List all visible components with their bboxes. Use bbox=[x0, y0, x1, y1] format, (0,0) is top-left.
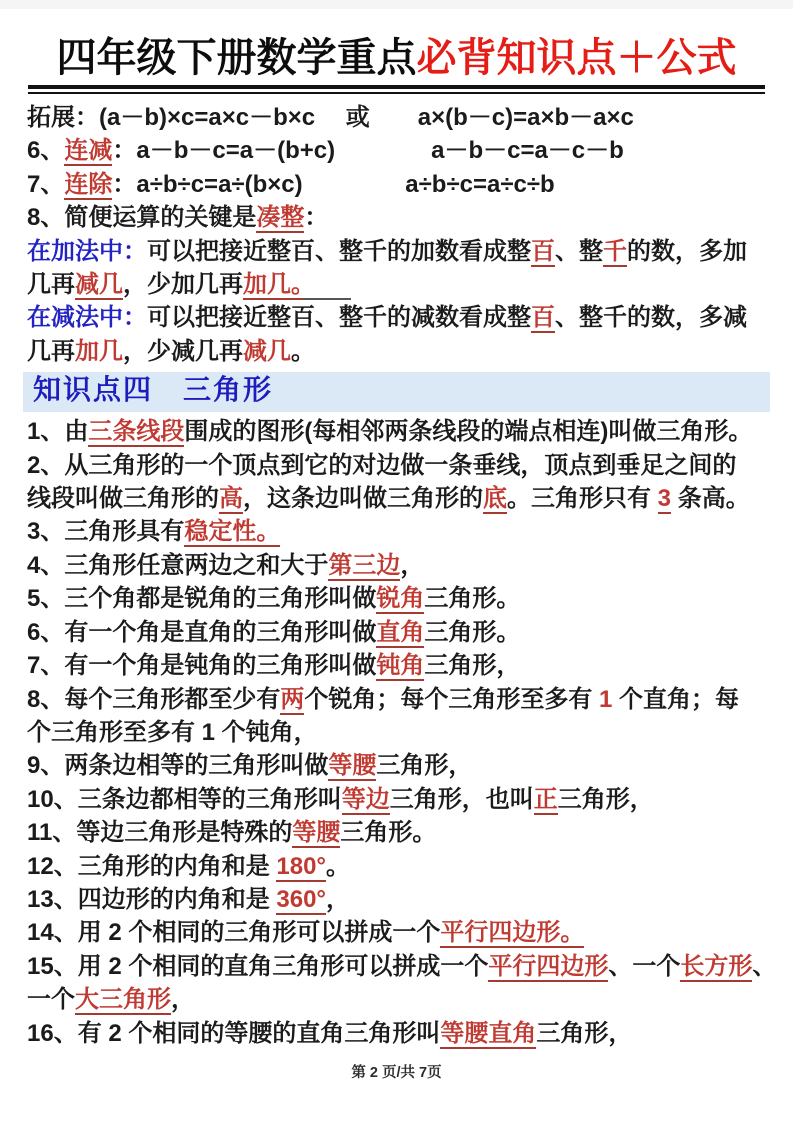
text-segment: ：a－b－c=a－(b+c) bbox=[112, 137, 336, 165]
highlight-red: 加几 bbox=[75, 337, 123, 365]
text-segment: 几再 bbox=[27, 271, 75, 299]
highlight-red: 底 bbox=[483, 485, 507, 513]
highlight-red: 直角 bbox=[376, 618, 425, 646]
text-segment: 三角形。 bbox=[340, 819, 437, 847]
text-segment: 6、 bbox=[27, 137, 65, 165]
title-black-part: 四年级下册数学重点 bbox=[56, 36, 417, 80]
text-segment: 三角形， bbox=[557, 785, 654, 813]
line-item-8-couzheng bbox=[27, 201, 766, 234]
highlight-red: 钝角 bbox=[376, 652, 425, 680]
text-segment: ，少加几再 bbox=[123, 271, 243, 299]
line-addition-rule-2 bbox=[27, 268, 766, 301]
highlight-red: 等边 bbox=[341, 785, 390, 813]
content-lines bbox=[27, 101, 777, 1050]
highlight-red: 180° bbox=[276, 852, 327, 880]
line-expansion-formula bbox=[27, 101, 766, 134]
text-segment: 三角形， bbox=[376, 752, 473, 780]
text-segment: a－b－c=a－c－b bbox=[431, 137, 624, 165]
text-segment: 。三角形只有 bbox=[507, 485, 658, 513]
line-triangle-13 bbox=[27, 883, 766, 916]
line-triangle-15b bbox=[27, 983, 766, 1016]
highlight-red: 加几。 bbox=[243, 271, 303, 299]
highlight-red: 凑整 bbox=[256, 204, 305, 232]
line-triangle-2a bbox=[27, 449, 766, 482]
highlight-red: 等腰直角 bbox=[440, 1019, 537, 1047]
highlight-red: 3 bbox=[657, 485, 672, 513]
text-segment: 拓展：(a－b)×c=a×c－b×c 或 a×(b－c)=a×b－a×c bbox=[27, 104, 634, 131]
highlight-red: 百 bbox=[531, 237, 555, 265]
text-segment: 可以把接近整百、整千的减数看成整 bbox=[147, 304, 531, 332]
highlight-red: 第三边 bbox=[328, 551, 401, 579]
line-triangle-5 bbox=[27, 582, 766, 615]
fill-in-underline bbox=[303, 271, 351, 300]
line-triangle-6 bbox=[27, 616, 766, 649]
line-triangle-15a bbox=[27, 950, 777, 983]
highlight-red: 连除 bbox=[64, 170, 113, 198]
line-triangle-11 bbox=[27, 816, 766, 849]
text-segment: 1、由 bbox=[27, 418, 89, 446]
highlight-red: 千 bbox=[603, 237, 627, 265]
text-segment: 10、三条边都相等的三角形叫 bbox=[27, 785, 342, 813]
text-segment: ：a÷b÷c=a÷(b×c) bbox=[112, 170, 303, 198]
section-header-text: 知识点四 三角形 bbox=[33, 374, 274, 406]
line-triangle-7 bbox=[27, 649, 766, 682]
text-segment: 、整千的数，多减 bbox=[555, 304, 747, 332]
text-segment: 个三角形至多有 1 个钝角， bbox=[27, 718, 318, 746]
text-segment: 。 bbox=[326, 852, 351, 880]
highlight-red: 百 bbox=[531, 304, 555, 332]
line-triangle-8b bbox=[27, 716, 766, 749]
line-triangle-1 bbox=[27, 415, 766, 448]
text-segment: ， bbox=[326, 885, 351, 913]
text-segment: 围成的图形(每相邻两条线段的端点相连)叫做三角形。 bbox=[184, 418, 753, 446]
text-segment: 3、三角形具有 bbox=[27, 518, 185, 546]
highlight-red: 减几 bbox=[75, 271, 123, 299]
highlight-red: 平行四边形 bbox=[488, 952, 609, 980]
highlight-red: 锐角 bbox=[376, 585, 425, 613]
text-segment: 三角形， bbox=[424, 652, 521, 680]
text-segment: 4、三角形任意两边之和大于 bbox=[27, 551, 329, 579]
highlight-red: 稳定性。 bbox=[184, 518, 281, 546]
title-double-rule bbox=[28, 85, 765, 94]
text-segment: ： bbox=[304, 204, 329, 232]
line-triangle-9 bbox=[27, 749, 766, 782]
text-segment: 。 bbox=[291, 337, 315, 365]
line-item-7-lianchu bbox=[27, 168, 766, 201]
text-segment: 的数，多加 bbox=[627, 237, 747, 265]
text-segment bbox=[303, 171, 406, 198]
line-triangle-12 bbox=[27, 850, 766, 883]
line-triangle-3 bbox=[27, 515, 766, 548]
line-triangle-4 bbox=[27, 549, 766, 582]
text-segment: 几再 bbox=[27, 337, 75, 365]
text-segment: 13、四边形的内角和是 bbox=[27, 885, 277, 913]
line-triangle-2b bbox=[27, 482, 766, 515]
text-segment: 个锐角；每个三角形至多有 bbox=[304, 685, 600, 713]
text-segment: 5、三个角都是锐角的三角形叫做 bbox=[27, 585, 377, 613]
highlight-red: 减几 bbox=[243, 337, 291, 365]
text-segment: 8、每个三角形都至少有 bbox=[27, 685, 281, 713]
line-addition-rule-1 bbox=[27, 235, 766, 268]
text-segment: 线段叫做三角形的 bbox=[27, 485, 219, 513]
text-segment: 三角形。 bbox=[424, 618, 521, 646]
text-segment: 、一个 bbox=[608, 952, 681, 980]
line-triangle-8a bbox=[27, 683, 766, 716]
line-item-6-lianjian bbox=[27, 134, 766, 167]
line-triangle-10 bbox=[27, 783, 766, 816]
text-segment: ，少减几再 bbox=[123, 337, 243, 365]
highlight-red: 两 bbox=[280, 685, 305, 713]
page-number: 第 2 页/共 7页 bbox=[351, 1065, 442, 1081]
text-segment: 6、有一个角是直角的三角形叫做 bbox=[27, 618, 377, 646]
line-subtraction-rule-2 bbox=[27, 335, 766, 368]
highlight-red: 等腰 bbox=[292, 819, 341, 847]
text-segment: 7、 bbox=[27, 170, 65, 198]
text-segment: ，这条边叫做三角形的 bbox=[243, 485, 483, 513]
highlight-red: 大三角形 bbox=[75, 986, 171, 1014]
text-segment: 8、简便运算的关键是 bbox=[27, 204, 257, 232]
highlight-red: 连减 bbox=[64, 137, 113, 165]
text-segment: 14、用 2 个相同的三角形可以拼成一个 bbox=[27, 919, 441, 947]
highlight-red: 等腰 bbox=[328, 752, 377, 780]
text-segment: 三角形， bbox=[536, 1019, 633, 1047]
highlight-red: 长方形 bbox=[680, 952, 753, 980]
text-segment: 15、用 2 个相同的直角三角形可以拼成一个 bbox=[27, 952, 489, 980]
highlight-red: 360° bbox=[276, 885, 327, 913]
line-triangle-16 bbox=[27, 1017, 766, 1050]
highlight-red: 平行四边形。 bbox=[440, 919, 585, 947]
text-segment: 16、有 2 个相同的等腰的直角三角形叫 bbox=[27, 1019, 441, 1047]
text-segment: 三角形。 bbox=[424, 585, 521, 613]
text-segment bbox=[335, 137, 431, 164]
text-segment: 三角形，也叫 bbox=[389, 785, 534, 813]
text-segment: a÷b÷c=a÷c÷b bbox=[405, 170, 555, 198]
text-segment: 、 bbox=[752, 952, 777, 980]
highlight-red: 正 bbox=[533, 785, 558, 813]
page-footer bbox=[0, 1061, 793, 1082]
section-header-knowledge-point-4 bbox=[23, 372, 770, 412]
title-red-part: 必背知识点＋公式 bbox=[416, 36, 737, 80]
line-triangle-14 bbox=[27, 916, 766, 949]
highlight-blue: 在加法中： bbox=[27, 237, 147, 265]
text-segment: 12、三角形的内角和是 bbox=[27, 852, 277, 880]
highlight-red: 三条线段 bbox=[88, 418, 185, 446]
text-segment: 11、等边三角形是特殊的 bbox=[27, 819, 293, 847]
highlight-blue: 在减法中： bbox=[27, 304, 147, 332]
highlight-red: 高 bbox=[219, 485, 243, 513]
text-segment: 2、从三角形的一个顶点到它的对边做一条垂线，顶点到垂足之间的 bbox=[27, 451, 737, 479]
text-segment: 可以把接近整百、整千的加数看成整 bbox=[147, 237, 531, 265]
text-segment: 条高。 bbox=[671, 485, 750, 513]
page-title bbox=[28, 35, 765, 81]
line-subtraction-rule-1 bbox=[27, 301, 766, 334]
text-segment: 9、两条边相等的三角形叫做 bbox=[27, 752, 329, 780]
highlight-red: 1 bbox=[599, 685, 613, 713]
text-segment: 一个 bbox=[27, 986, 75, 1014]
scan-edge bbox=[0, 0, 793, 9]
text-segment: 、整 bbox=[555, 237, 603, 265]
text-segment: ， bbox=[400, 551, 425, 579]
text-segment: ， bbox=[171, 986, 195, 1014]
text-segment: 7、有一个角是钝角的三角形叫做 bbox=[27, 652, 377, 680]
text-segment: 个直角；每 bbox=[612, 685, 740, 713]
